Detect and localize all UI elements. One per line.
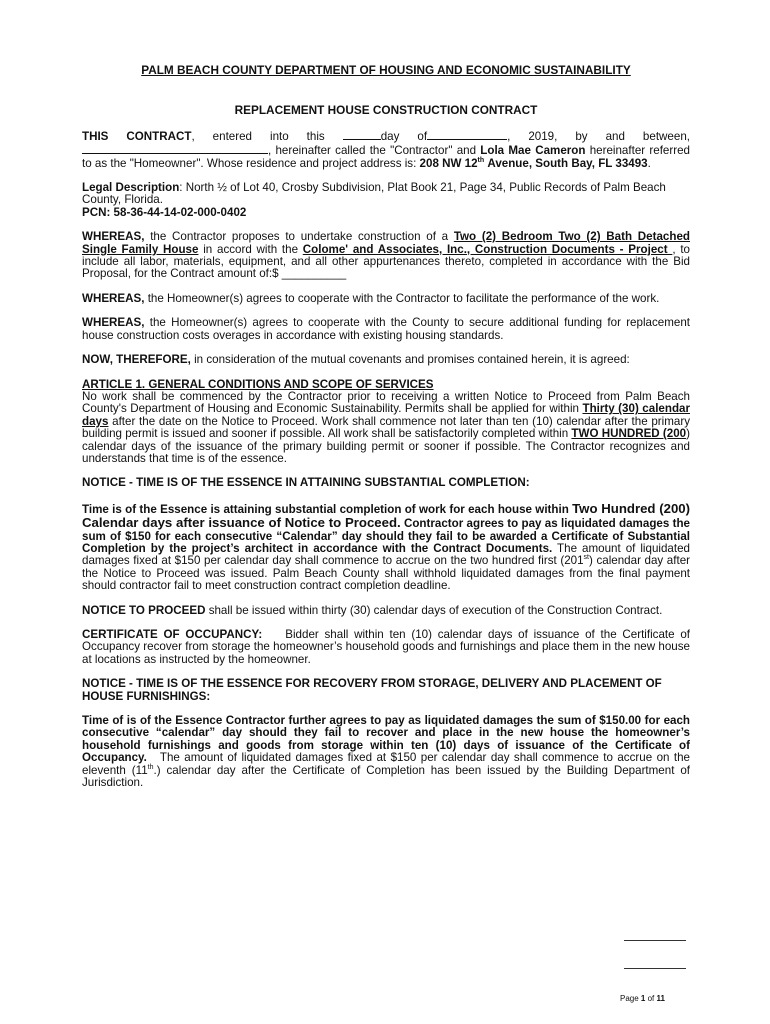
whereas-lead-1: WHEREAS,: [82, 230, 145, 244]
ntp-lead: NOTICE TO PROCEED: [82, 603, 206, 617]
now-therefore-text: in consideration of the mutual covenants and promises contained herein, it is agreed:: [190, 353, 630, 367]
whereas-paragraph-1: [82, 231, 690, 281]
day-blank: [343, 129, 381, 140]
initials-line-2: [624, 968, 686, 969]
pcn-number: PCN: 58-36-44-14-02-000-0402: [82, 205, 247, 219]
article1-text-1: No work shall be commenced by the Contractor prior to receiving a written Notice to Proceed from Palm Beach County's Department of Housing and Economic Sustainability. Permits shall be applied for within: [82, 389, 690, 416]
notice-substantial-completion: NOTICE - TIME IS OF THE ESSENCE IN ATTAINING SUBSTANTIAL COMPLETION:: [82, 476, 530, 490]
essence1-text-2: ) calendar day after the Notice to Proceed was issued. Palm Beach County shall withhold liquidated damages from the final payment should contractor fail to meet construction contract completion deadline.: [82, 554, 691, 593]
essence2-text-2: .) calendar day after the Certificate of Completion has been issued by the Building Department of Jurisdiction.: [82, 763, 691, 790]
intro-text-5: hereinafter referred to as the "Homeowner". Whose residence and project address is:: [82, 144, 690, 170]
now-therefore-lead: NOW, THEREFORE,: [82, 353, 191, 367]
project-address: 208 NW 12: [419, 156, 478, 170]
whereas-lead-3: WHEREAS,: [82, 316, 145, 330]
essence1-bold-2: Contractor agrees to pay as liquidated damages the sum of $150 for each consecutive “Calendar” day should they fail to be awarded a Certificate of Substantial Completion by the project’s architect in accordance with the Contract Documents.: [82, 517, 690, 555]
footer-of-word: of: [645, 994, 657, 1003]
contractor-blank: [82, 143, 268, 154]
legal-description: [82, 182, 690, 219]
article-1: [82, 379, 690, 466]
co-text: Bidder shall within ten (10) calendar days of issuance of the Certificate of Occupancy recover from storage the homeowner’s household goods and furnishings and place them in the new house at locations as instructed by the homeowner.: [82, 628, 694, 666]
essence1-sup: st: [583, 554, 589, 562]
homeowner-name: Lola Mae Cameron: [480, 144, 586, 158]
construction-documents: Colome' and Associates, Inc., Construction Documents - Project: [302, 242, 673, 256]
whereas-paragraph-3: [82, 317, 690, 342]
intro-text-3: , 2019, by and between,: [507, 129, 690, 143]
department-title: PALM BEACH COUNTY DEPARTMENT OF HOUSING AND ECONOMIC SUSTAINABILITY: [141, 63, 631, 77]
essence-paragraph-2: [82, 714, 694, 790]
certificate-occupancy-paragraph: [82, 628, 694, 666]
intro-lead: THIS CONTRACT: [82, 129, 192, 143]
intro-text-6: .: [647, 156, 651, 170]
essence2-sup: th: [147, 763, 154, 771]
house-description: Two (2) Bedroom Two (2) Bath Detached Single Family House: [82, 230, 690, 256]
whereas1-text-2: in accord with the: [198, 242, 303, 256]
article-1-heading: ARTICLE 1. GENERAL CONDITIONS AND SCOPE OF SERVICES: [82, 377, 434, 391]
ntp-text: shall be issued within thirty (30) calendar days of execution of the Construction Contract.: [205, 603, 663, 617]
page-footer: [620, 994, 665, 1003]
whereas2-text: the Homeowner(s) agrees to cooperate with the Contractor to facilitate the performance of the work.: [144, 291, 660, 305]
contract-title: REPLACEMENT HOUSE CONSTRUCTION CONTRACT: [234, 103, 538, 118]
legal-text: : North ½ of Lot 40, Crosby Subdivision, Plat Book 21, Page 34, Public Records of Palm Beach County, Florida.: [82, 181, 666, 207]
article1-text-2: after the date on the Notice to Proceed. Work shall commence not later than ten (10) calendar after the primary building permit is issued and sooner if possible. All work shall be satisfactorily completed within: [82, 414, 690, 441]
whereas3-text: the Homeowner(s) agrees to cooperate with the County to secure additional funding for replacement house construction costs overages in accordance with existing housing standards.: [82, 316, 690, 342]
intro-text-2: day of: [380, 129, 428, 143]
essence1-big: Two Hundred (200) Calendar days after issuance of Notice to Proceed.: [82, 500, 691, 531]
footer-page-number: 1: [640, 994, 646, 1003]
footer-page-word: Page: [620, 994, 641, 1003]
address-suffix: th: [477, 156, 485, 164]
notice-recovery-storage: NOTICE - TIME IS OF THE ESSENCE FOR RECOVERY FROM STORAGE, DELIVERY AND PLACEMENT OF HOUSE FURNISHINGS:: [82, 677, 662, 703]
now-therefore-paragraph: [82, 354, 690, 366]
whereas-lead-2: WHEREAS,: [82, 291, 145, 305]
intro-text-4: , hereinafter called the "Contractor" and: [268, 144, 481, 158]
essence1-bold-1: Time is of the Essence is attaining substantial completion of work for each house within: [82, 502, 573, 516]
month-blank: [427, 129, 507, 140]
essence-paragraph-1: [82, 502, 690, 593]
whereas1-text-3: , to include all labor, materials, equipment, and all other appurtenances thereto, completed in accordance with the Bid Proposal, for the Contract amount of:$ __________: [82, 242, 690, 281]
footer-page-total: 11: [656, 994, 665, 1003]
notice-to-proceed-paragraph: [82, 605, 690, 617]
completion-days: TWO HUNDRED (200: [571, 427, 687, 441]
essence1-text-1: The amount of liquidated damages fixed at $150 per calendar day shall commence to accrue on the two hundred first (201: [82, 541, 690, 568]
whereas-paragraph-2: [82, 293, 690, 305]
permit-days: Thirty (30) calendar days: [82, 402, 690, 428]
document-body: [82, 63, 694, 801]
initials-line-1: [624, 940, 686, 941]
intro-text-1: , entered into this: [191, 129, 343, 143]
article1-text-3: ) calendar days of the issuance of the primary building permit or sooner if possible. The Contractor recognizes and understands that time is of the essence.: [82, 427, 690, 465]
co-lead: CERTIFICATE OF OCCUPANCY:: [82, 628, 263, 641]
legal-label: Legal Description: [82, 181, 180, 195]
essence2-text-1: The amount of liquidated damages fixed at $150 per calendar day shall commence to accrue on the eleventh (11: [82, 751, 694, 777]
project-address-2: Avenue, South Bay, FL 33493: [487, 156, 648, 170]
whereas1-text-1: the Contractor proposes to undertake construction of a: [144, 230, 454, 244]
essence2-bold: Time of is of the Essence Contractor further agrees to pay as liquidated damages the sum of $150.00 for each consecutive “calendar” day should they fail to recover and place in the new house the homeowner’s household furnishings and goods from storage within ten (10) days of issuance of the Certificate of Occupancy.: [82, 714, 690, 765]
intro-paragraph: [82, 129, 690, 170]
